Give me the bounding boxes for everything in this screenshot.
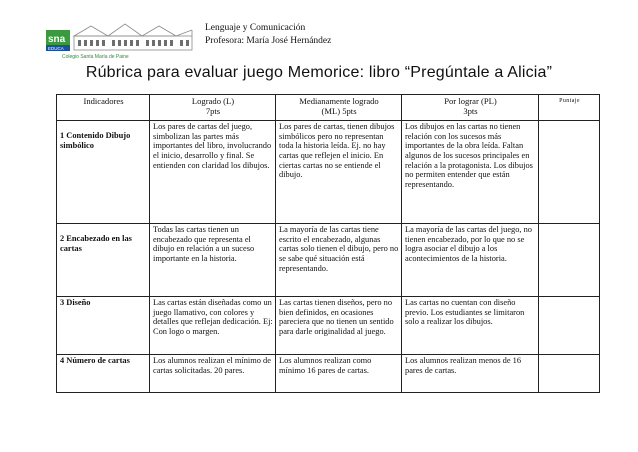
header-medianamente-points: (ML) 5pts (321, 105, 357, 116)
cell-medianamente: La mayoría de las cartas tiene escrito el encabezado, algunas cartas solo tienen el dibujo, pero no se sabe qué situación está representando. (276, 224, 402, 297)
document-header (0, 0, 638, 66)
header-por-lograr-points: 3pts (463, 105, 478, 116)
rubric-table (56, 94, 600, 393)
school-building-icon (46, 18, 196, 52)
header-indicadores (57, 95, 150, 121)
header-puntaje-label: Puntaje (559, 98, 580, 104)
logo-caption: Colegio Santa María de Paine (62, 54, 129, 60)
table-row (57, 297, 600, 355)
header-puntaje (539, 95, 600, 121)
row-label: 4 Número de cartas (57, 355, 150, 393)
logo-text: sna (48, 34, 66, 45)
table-row (57, 121, 600, 224)
row-label: 2 Encabezado en las cartas (57, 224, 150, 297)
page-title: Rúbrica para evaluar juego Memorice: libro “Pregúntale a Alicia” (85, 64, 553, 81)
row-label: 3 Diseño (57, 297, 150, 355)
subject-name: Lenguaje y Comunicación (205, 23, 306, 33)
cell-por-lograr: Los alumnos realizan menos de 16 pares de cartas. (402, 355, 539, 393)
table-header-row (57, 95, 600, 121)
row-label: 1 Contenido Dibujo simbólico (57, 121, 150, 224)
cell-logrado: Los alumnos realizan el mínimo de cartas solicitadas. 20 pares. (150, 355, 276, 393)
cell-por-lograr: La mayoría de las cartas del juego, no tienen encabezado, por lo que no se logra asociar el dibujo a los acontecimientos de la historia. (402, 224, 539, 297)
cell-medianamente: Los alumnos realizan como mínimo 16 pares de cartas. (276, 355, 402, 393)
header-logrado (150, 95, 276, 121)
cell-logrado: Los pares de cartas del juego, simbolizan las partes más importantes del libro, involucrando el inicio, desarrollo y final. Se entienden con claridad los dibujos. (150, 121, 276, 224)
table-row (57, 224, 600, 297)
cell-por-lograr: Los dibujos en las cartas no tienen relación con los sucesos más importantes de la obra leída. Faltan algunos de los sucesos principales en relación a la protagonista. Los dibujos no permiten entender que están representando. (402, 121, 539, 224)
header-medianamente (276, 95, 402, 121)
cell-por-lograr: Las cartas no cuentan con diseño previo. Los estudiantes se limitaron solo a realizar los dibujos. (402, 297, 539, 355)
cell-puntaje (539, 355, 600, 393)
cell-puntaje (539, 121, 600, 224)
cell-logrado: Todas las cartas tienen un encabezado que representa el dibujo en relación a un suceso importante en la historia. (150, 224, 276, 297)
header-logrado-points: 7pts (205, 105, 221, 116)
table-row (57, 355, 600, 393)
header-logrado-label: Logrado (L) (191, 96, 235, 106)
cell-medianamente: Los pares de cartas, tienen dibujos simbólicos pero no representan toda la historia leída. Ej. no hay cartas que reflejen el inicio. En ciertas cartas no se entiende el dibujo. (276, 121, 402, 224)
header-por-lograr-label: Por lograr (PL) (444, 96, 497, 106)
logo-subtext: EDUCA (48, 46, 64, 51)
cell-medianamente: Las cartas tienen diseños, pero no bien definidos, en ocasiones pareciera que no tienen un sentido para darle originalidad al juego. (276, 297, 402, 355)
cell-logrado: Las cartas están diseñadas como un juego llamativo, con colores y detalles que reflejan dedicación. Ej: Con logo o margen. (150, 297, 276, 355)
cell-puntaje (539, 297, 600, 355)
cell-puntaje (539, 224, 600, 297)
header-indicadores-label: Indicadores (83, 96, 124, 106)
school-logo (46, 18, 196, 60)
header-por-lograr (402, 95, 539, 121)
teacher-name: Profesora: María José Hernández (205, 36, 332, 46)
header-medianamente-label: Medianamente logrado (299, 96, 379, 106)
